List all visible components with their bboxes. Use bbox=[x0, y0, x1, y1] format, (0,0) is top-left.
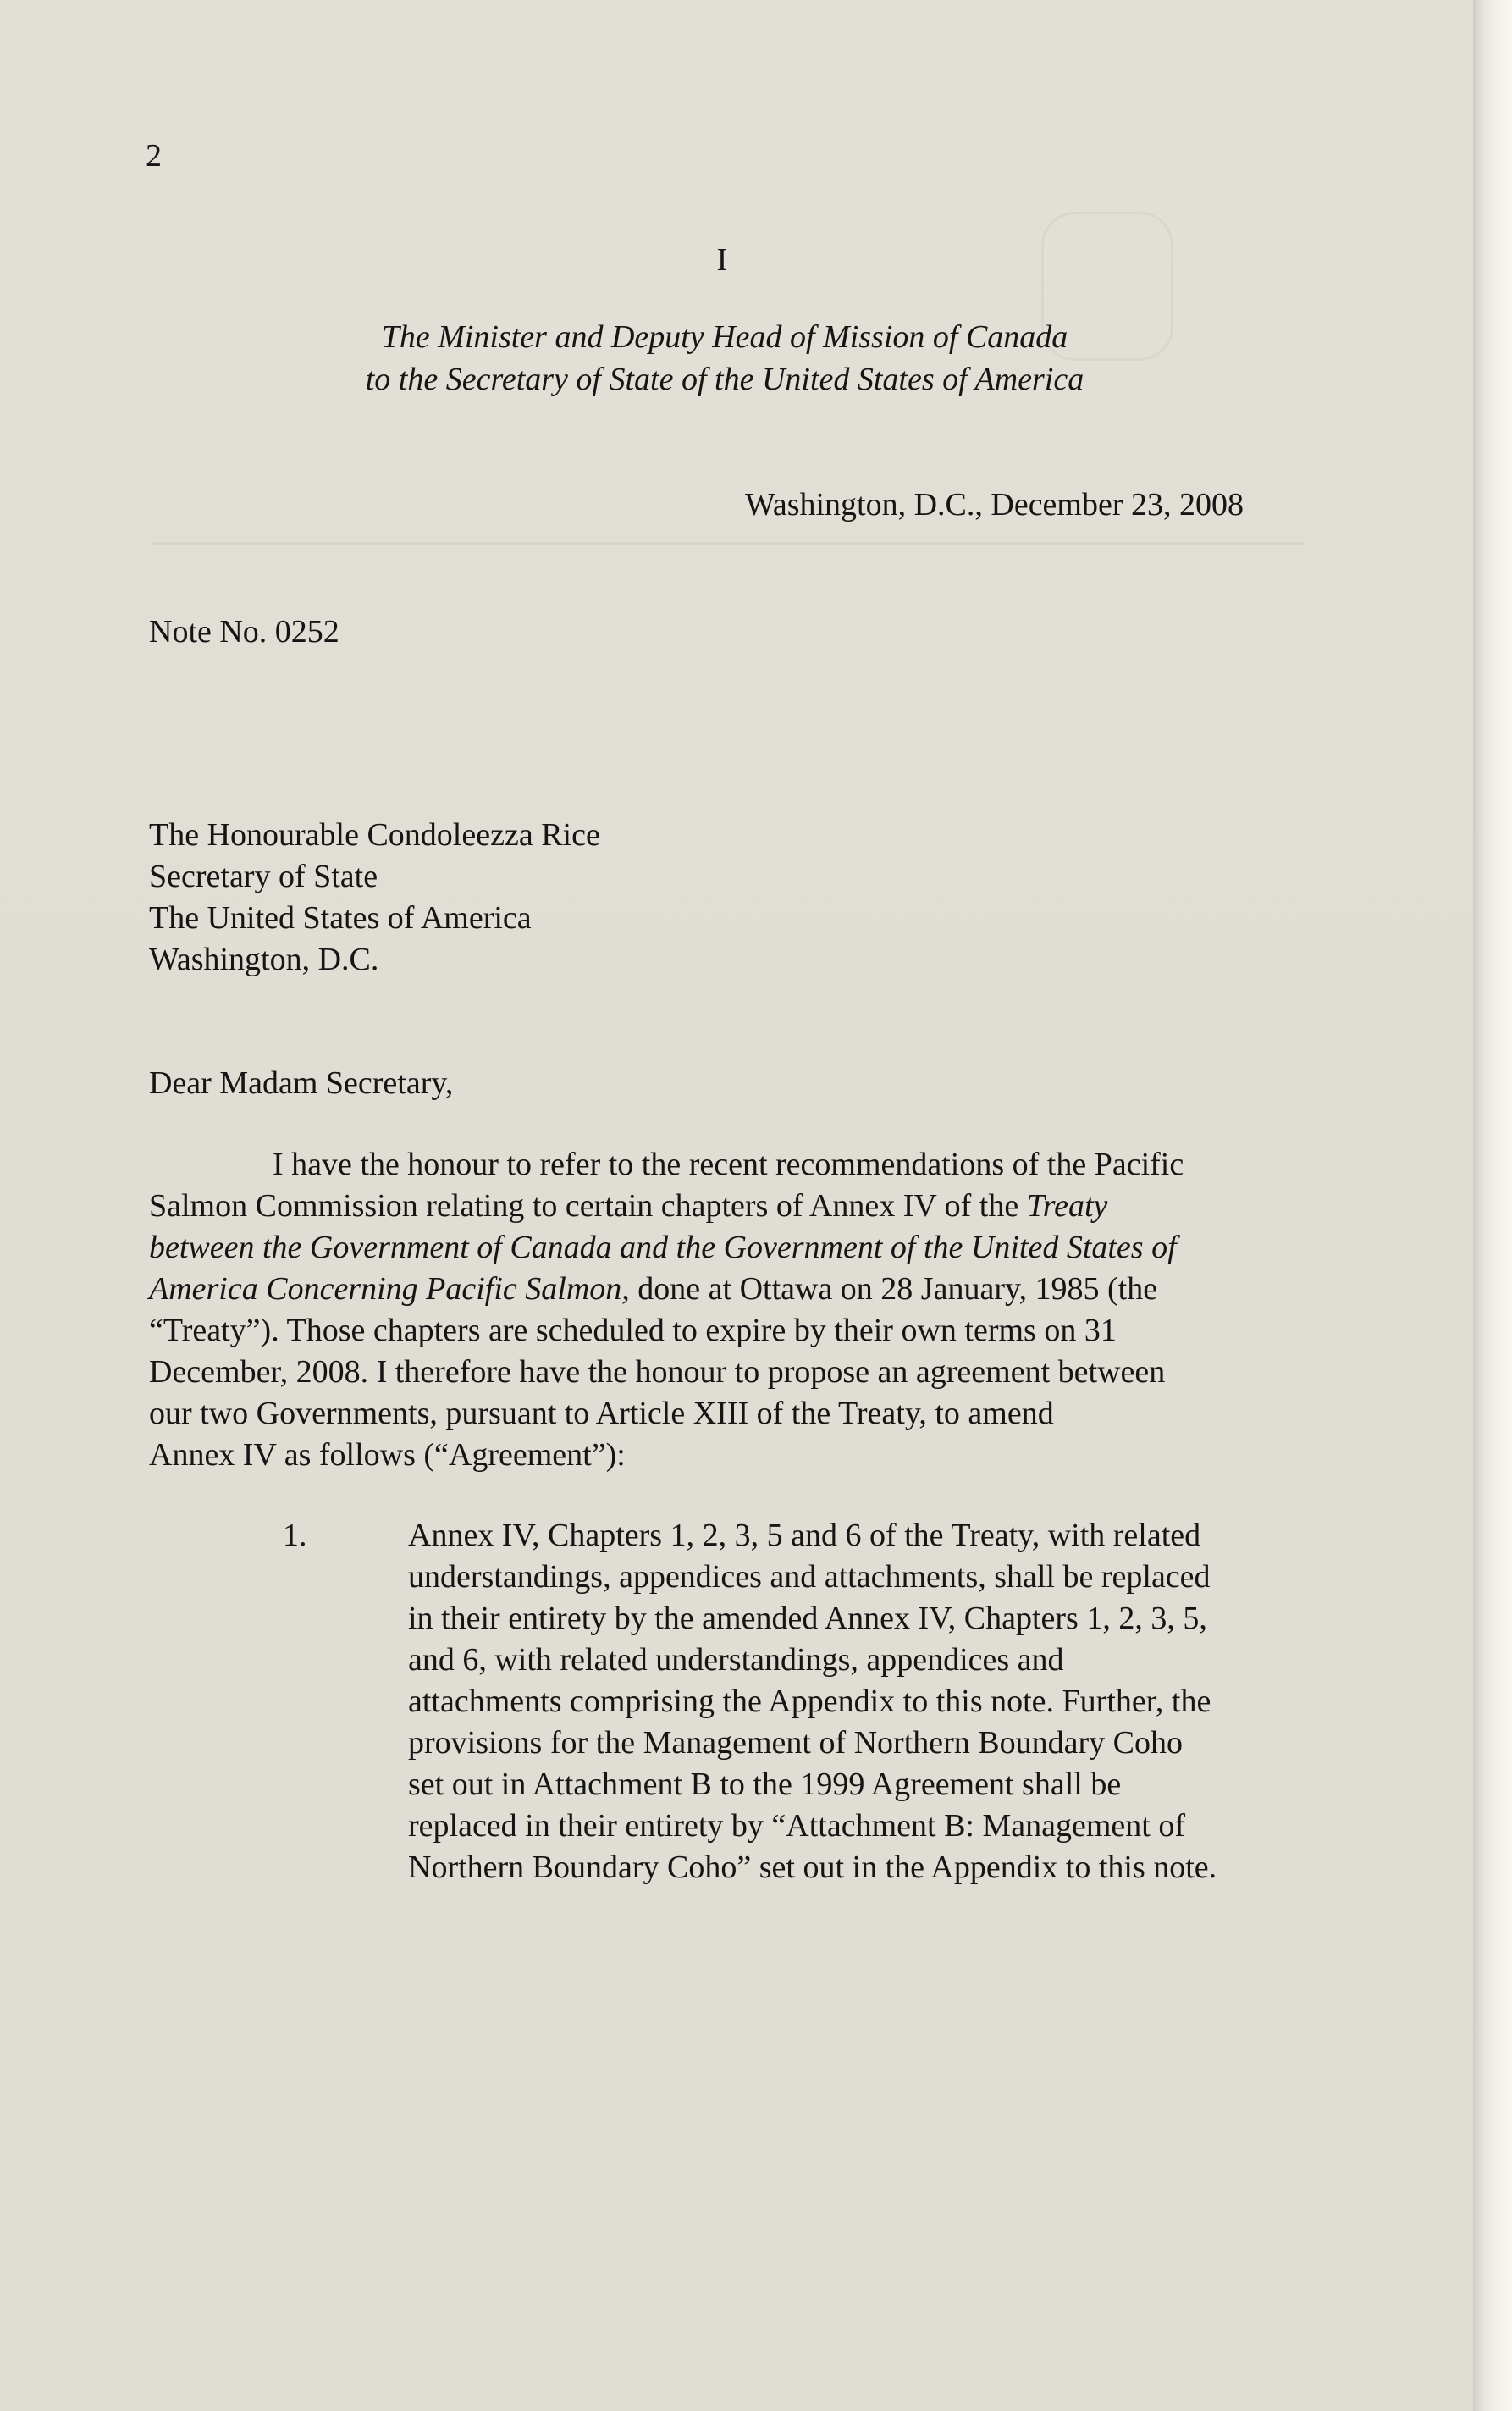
section-number: I bbox=[716, 242, 728, 278]
paragraph-line: our two Governments, pursuant to Article XIII of the Treaty, to amend bbox=[149, 1396, 1054, 1431]
list-item-line: attachments comprising the Appendix to this note. Further, the bbox=[408, 1684, 1211, 1719]
paragraph-text: Salmon Commission relating to certain chapters of Annex IV of the bbox=[149, 1188, 1027, 1224]
list-item-line: Northern Boundary Coho” set out in the Appendix to this note. bbox=[408, 1850, 1217, 1885]
address-line: The United States of America bbox=[149, 900, 532, 936]
salutation: Dear Madam Secretary, bbox=[149, 1065, 454, 1101]
list-item-line: set out in Attachment B to the 1999 Agreement shall be bbox=[408, 1767, 1122, 1802]
address-line: The Honourable Condoleezza Rice bbox=[149, 817, 600, 853]
address-line: Washington, D.C. bbox=[149, 942, 379, 977]
note-number: Note No. 0252 bbox=[149, 614, 339, 650]
list-item-line: Annex IV, Chapters 1, 2, 3, 5 and 6 of the Treaty, with related bbox=[408, 1518, 1201, 1553]
paragraph-line bbox=[149, 1186, 1107, 1227]
date-line: Washington, D.C., December 23, 2008 bbox=[745, 487, 1244, 523]
page-number: 2 bbox=[146, 138, 162, 174]
list-item-line: understandings, appendices and attachments, shall be replaced bbox=[408, 1559, 1211, 1595]
page-edge bbox=[1473, 0, 1512, 2411]
paragraph-line: I have the honour to refer to the recent recommendations of the Pacific bbox=[273, 1147, 1184, 1182]
heading-line-2: to the Secretary of State of the United States of America bbox=[365, 362, 1084, 397]
paragraph-line: December, 2008. I therefore have the honour to propose an agreement between bbox=[149, 1354, 1166, 1390]
paragraph-text: done at Ottawa on 28 January, 1985 (the bbox=[629, 1271, 1158, 1307]
treaty-title-italic: America Concerning Pacific Salmon, bbox=[149, 1271, 630, 1307]
list-item-line: in their entirety by the amended Annex IV, Chapters 1, 2, 3, 5, bbox=[408, 1601, 1207, 1636]
list-item-line: and 6, with related understandings, appendices and bbox=[408, 1642, 1064, 1678]
address-line: Secretary of State bbox=[149, 859, 378, 894]
paragraph-line: Annex IV as follows (“Agreement”): bbox=[149, 1437, 626, 1473]
list-item-line: provisions for the Management of Northern Boundary Coho bbox=[408, 1725, 1183, 1761]
treaty-italic: Treaty bbox=[1026, 1188, 1108, 1224]
paragraph-line: “Treaty”). Those chapters are scheduled to expire by their own terms on 31 bbox=[149, 1313, 1117, 1348]
list-item-line: replaced in their entirety by “Attachment B: Management of bbox=[408, 1808, 1185, 1844]
paragraph-line bbox=[149, 1269, 1157, 1310]
bleed-through-rule bbox=[152, 542, 1304, 545]
list-item-number: 1. bbox=[283, 1518, 307, 1553]
paragraph-line: between the Government of Canada and the Government of the United States of bbox=[149, 1230, 1177, 1265]
heading-line-1: The Minister and Deputy Head of Mission of Canada bbox=[381, 319, 1068, 355]
